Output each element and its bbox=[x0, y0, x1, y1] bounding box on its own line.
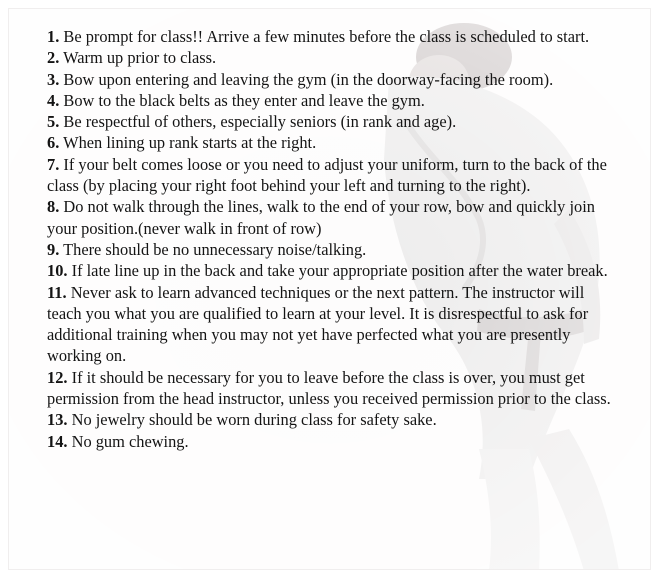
rule-text: Never ask to learn advanced techniques or the next pattern. The instructor will teach you what you are qualified to learn at your level. It is disrespectful to ask for additional training when you may not yet have perfected what you are presently working on. bbox=[47, 282, 589, 366]
document-page bbox=[8, 8, 651, 570]
rule-text: Be prompt for class!! Arrive a few minutes before the class is scheduled to start. bbox=[63, 27, 590, 46]
rule-item bbox=[47, 69, 622, 90]
rule-text: No gum chewing. bbox=[71, 431, 189, 451]
rule-number: 14. bbox=[47, 431, 68, 451]
rule-text: Bow upon entering and leaving the gym (in the doorway-facing the room). bbox=[63, 69, 554, 89]
rule-number: 10. bbox=[47, 261, 68, 281]
rule-number: 8. bbox=[47, 197, 60, 217]
rule-number: 7. bbox=[47, 154, 60, 174]
rule-item bbox=[47, 26, 622, 47]
rule-item bbox=[47, 409, 622, 430]
rules-list bbox=[47, 26, 622, 452]
rule-number: 6. bbox=[47, 133, 60, 153]
rule-item bbox=[47, 239, 622, 260]
rule-number: 1. bbox=[47, 27, 60, 46]
rule-number: 3. bbox=[47, 69, 60, 89]
rule-number: 4. bbox=[47, 90, 60, 110]
rule-text: Do not walk through the lines, walk to the end of your row, bow and quickly join your position.(never walk in front of row) bbox=[47, 197, 595, 238]
rule-item bbox=[47, 260, 622, 281]
rule-text: Bow to the black belts as they enter and leave the gym. bbox=[63, 90, 425, 110]
rule-item bbox=[47, 90, 622, 111]
rule-item bbox=[47, 132, 622, 153]
rule-text: When lining up rank starts at the right. bbox=[63, 133, 317, 153]
rule-item bbox=[47, 367, 622, 410]
rule-text: Warm up prior to class. bbox=[63, 48, 217, 68]
rule-item bbox=[47, 47, 622, 68]
rule-item bbox=[47, 431, 622, 452]
rule-item bbox=[47, 111, 622, 132]
rule-number: 5. bbox=[47, 112, 60, 132]
rule-item bbox=[47, 196, 622, 239]
rule-text: If your belt comes loose or you need to adjust your uniform, turn to the back of the class (by placing your right foot behind your left and turning to the right). bbox=[47, 154, 607, 196]
rule-item bbox=[47, 282, 622, 367]
rule-number: 13. bbox=[47, 410, 68, 430]
rule-item bbox=[47, 154, 622, 197]
rule-number: 11. bbox=[47, 282, 67, 302]
rule-number: 9. bbox=[47, 239, 60, 259]
rule-text: Be respectful of others, especially seniors (in rank and age). bbox=[63, 112, 457, 132]
rule-number: 12. bbox=[47, 367, 68, 387]
rule-text: No jewelry should be worn during class for safety sake. bbox=[71, 410, 437, 430]
rule-text: There should be no unnecessary noise/talking. bbox=[63, 239, 367, 259]
rule-number: 2. bbox=[47, 48, 60, 68]
rule-text: If it should be necessary for you to leave before the class is over, you must get permission from the head instructor, unless you received permission prior to the class. bbox=[47, 367, 611, 409]
rule-text: If late line up in the back and take your appropriate position after the water break. bbox=[71, 261, 608, 281]
